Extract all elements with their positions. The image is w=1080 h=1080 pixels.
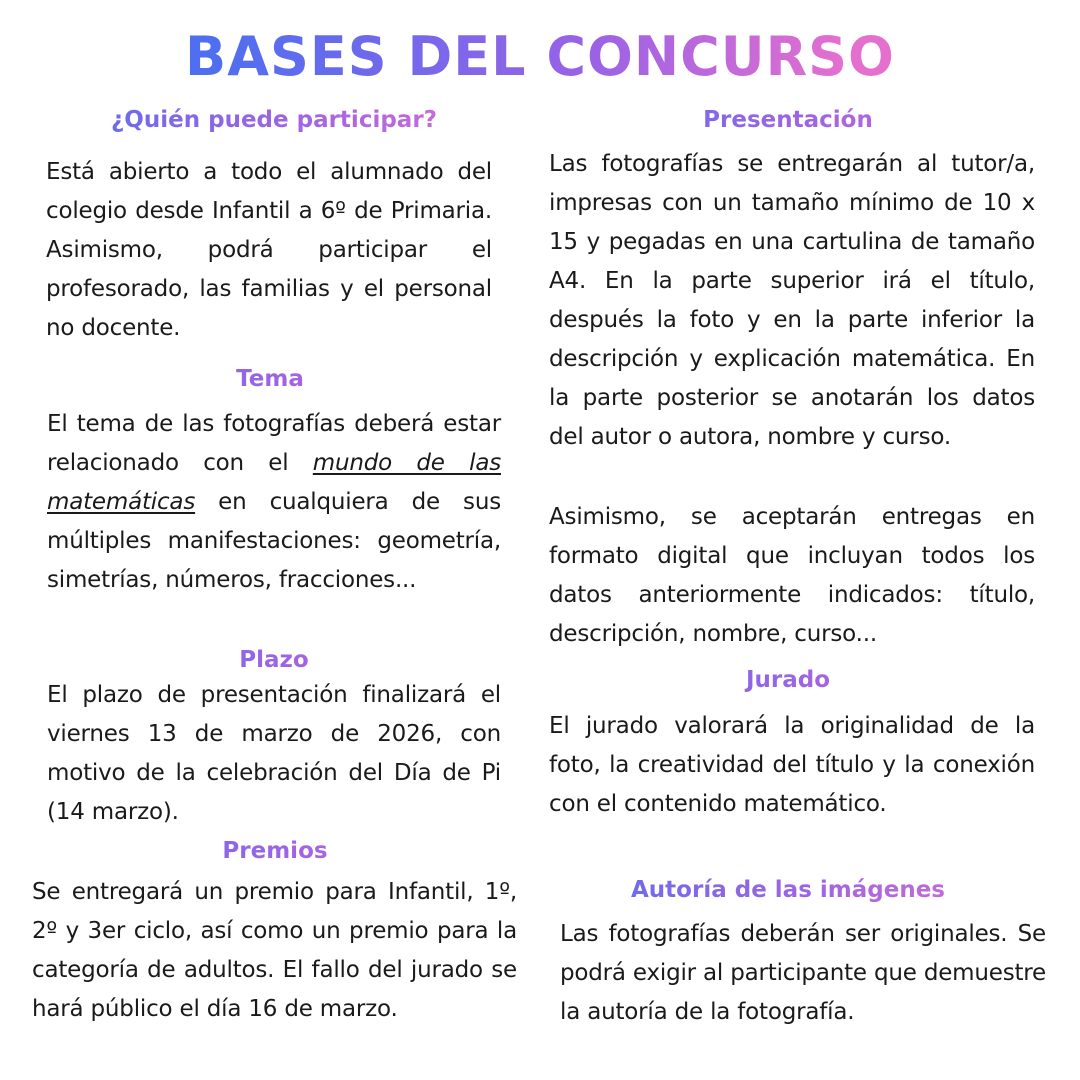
paragraph-premios: Se entregará un premio para Infantil, 1º, 2º y 3er ciclo, así como un premio para la categoría de adultos. El fallo del jurado se hará público el día 16 de marzo. xyxy=(32,879,517,1022)
tema-text-start: El tema de las fotografías deberá estar relacionado con el xyxy=(47,411,501,476)
paragraph-plazo: El plazo de presentación finalizará el viernes 13 de marzo de 2026, con motivo de la celebración del Día de Pi (14 marzo). xyxy=(47,682,501,825)
paragraph-quien-puede-participar: Está abierto a todo el alumnado del colegio desde Infantil a 6º de Primaria. Asimismo, podrá participar el profesorado, las familias y el personal no docente. xyxy=(46,159,492,341)
heading-premios: Premios xyxy=(30,836,520,866)
paragraph-presentacion: Las fotografías se entregarán al tutor/a, impresas con un tamaño mínimo de 10 x 15 y pegadas en una cartulina de tamaño A4. En la parte superior irá el título, después la foto y en la parte inferior la descripción y explicación matemática. En la parte posterior se anotarán los datos del autor o autora, nombre y curso. xyxy=(549,151,1035,450)
paragraph-autoria-imagenes: Las fotografías deberán ser originales. Se podrá exigir al participante que demuestre la autoría de la fotografía. xyxy=(560,921,1046,1025)
tema-emphasis-mundo-matematicas: mundo de las matemáticas xyxy=(47,450,501,515)
heading-presentacion: Presentación xyxy=(548,105,1028,135)
paragraph-jurado: El jurado valorará la originalidad de la foto, la creatividad del título y la conexión con el contenido matemático. xyxy=(549,713,1035,817)
heading-plazo: Plazo xyxy=(46,645,502,675)
heading-autoria-imagenes: Autoría de las imágenes xyxy=(548,875,1028,905)
paragraph-presentacion-digital: Asimismo, se aceptarán entregas en formato digital que incluyan todos los datos anteriormente indicados: título, descripción, nombre, curso... xyxy=(549,504,1035,647)
heading-quien-puede-participar: ¿Quién puede participar? xyxy=(44,105,504,135)
tema-text-end: en cualquiera de sus múltiples manifestaciones: geometría, simetrías, números, fracciones... xyxy=(47,489,501,593)
heading-tema: Tema xyxy=(46,364,494,394)
heading-jurado: Jurado xyxy=(548,665,1028,695)
paragraph-tema xyxy=(47,405,501,600)
page-title: BASES DEL CONCURSO xyxy=(0,22,1080,92)
